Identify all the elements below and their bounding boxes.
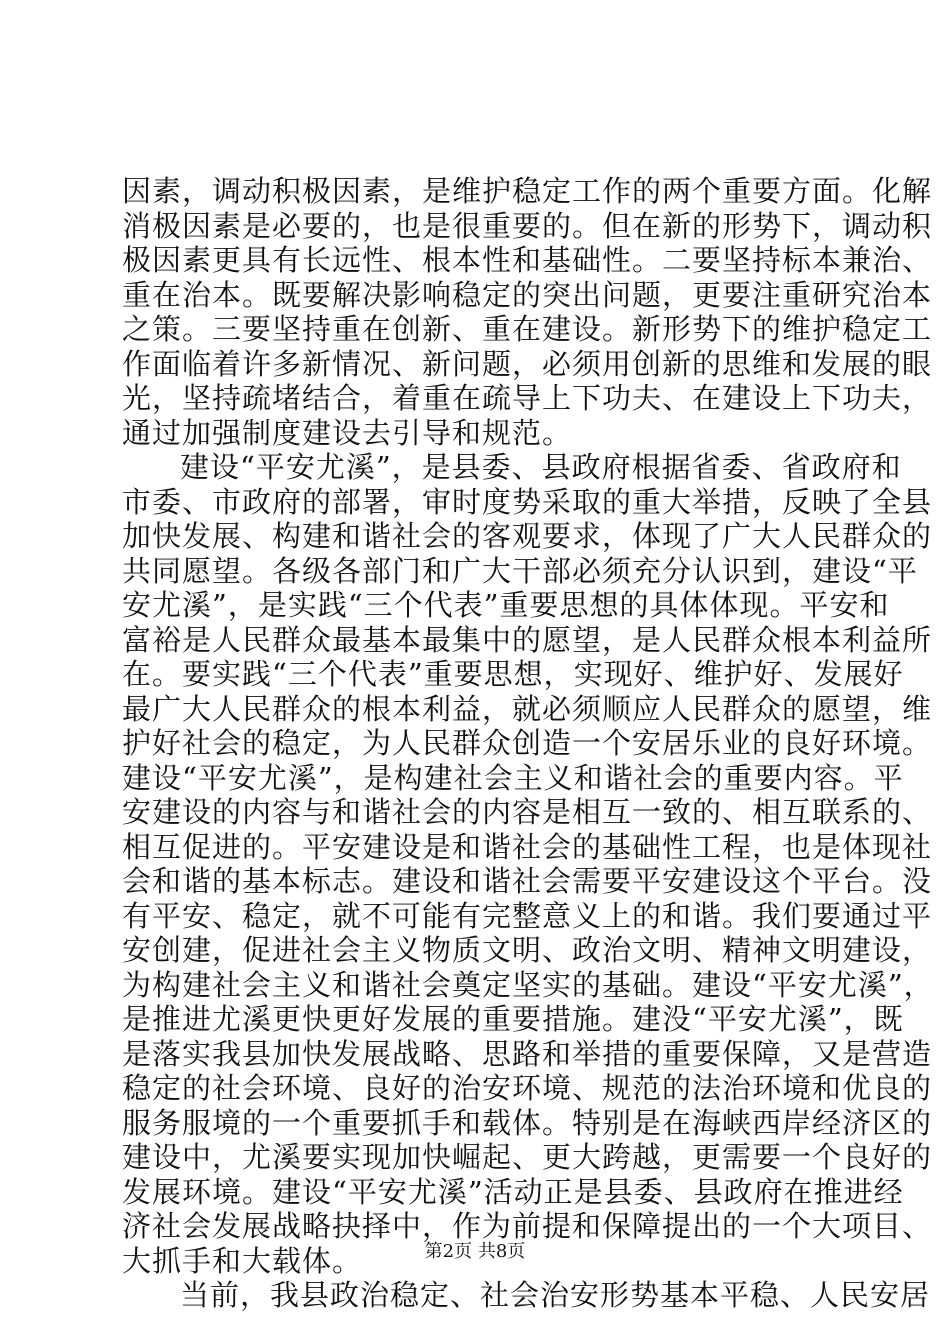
text-line: 最广大人民群众的根本利益，就必须顺应人民群众的愿望，维 xyxy=(122,691,933,726)
text-line: 建设“平安尤溪”，是构建社会主义和谐社会的重要内容。平 xyxy=(122,760,904,795)
text-line: 建设“平安尤溪”，是县委、县政府根据省委、省政府和 xyxy=(180,450,902,484)
text-line: 大抓手和大载体。 xyxy=(122,1243,363,1278)
text-line: 光，坚持疏堵结合，着重在疏导上下功夫、在建设上下功夫， xyxy=(122,381,933,415)
text-line: 济社会发展战略抉择中，作为前提和保障提出的一个大项目、 xyxy=(122,1209,933,1243)
text-line: 当前，我县政治稳定、社会治安形势基本平稳、人民安居 xyxy=(180,1278,931,1312)
page-number-footer: 第2页 共8页 xyxy=(424,1241,526,1262)
text-line: 重在治本。既要解决影响稳定的突出问题，更要注重研究治本 xyxy=(122,277,933,312)
text-line: 相互促进的。平安建设是和谐社会的基础性工程，也是体现社 xyxy=(122,829,933,864)
text-line: 护好社会的稳定，为人民群众创造一个安居乐业的良好环境。 xyxy=(122,726,933,760)
text-line: 市委、市政府的部署，审时度势采取的重大举措，反映了全县 xyxy=(122,484,933,519)
text-line: 通过加强制度建设去引导和规范。 xyxy=(122,415,573,450)
text-line: 稳定的社会环境、良好的治安环境、规范的法治环境和优良的 xyxy=(122,1071,933,1105)
text-line: 是推进尤溪更快更好发展的重要措施。建没“平安尤溪”，既 xyxy=(122,1002,904,1036)
text-line: 安建设的内容与和谐社会的内容是相互一致的、相互联系的、 xyxy=(122,795,933,829)
text-line: 作面临着许多新情况、新问题，必须用创新的思维和发展的眼 xyxy=(122,346,933,381)
text-line: 会和谐的基本标志。建设和谐社会需要平安建设这个平台。没 xyxy=(122,864,933,898)
text-line: 安创建，促进社会主义物质文明、政治文明、精神文明建设， xyxy=(122,933,933,967)
text-line: 为构建社会主义和谐社会奠定坚实的基础。建设“平安尤溪”， xyxy=(122,967,934,1002)
text-line: 安尤溪”，是实践“三个代表”重要思想的具体体现。平安和 xyxy=(122,588,890,622)
text-line: 在。要实践“三个代表”重要思想，实现好、维护好、发展好 xyxy=(122,657,904,691)
body-text xyxy=(122,174,934,1313)
text-line: 消极因素是必要的，也是很重要的。但在新的形势下，调动积 xyxy=(122,208,933,243)
text-line: 发展环境。建设“平安尤溪”活动正是县委、县政府在推进经 xyxy=(122,1174,904,1209)
text-line: 有平安、稳定，就不可能有完整意义上的和谐。我们要通过平 xyxy=(122,898,933,933)
text-line: 共同愿望。各级各部门和广大干部必须充分认识到，建设“平 xyxy=(122,553,918,588)
text-line: 因素，调动积极因素，是维护稳定工作的两个重要方面。化解 xyxy=(122,174,933,208)
text-line: 是落实我县加快发展战略、思路和举措的重要保障，又是营造 xyxy=(122,1036,933,1071)
text-line: 富裕是人民群众最基本最集中的愿望，是人民群众根本利益所 xyxy=(122,622,933,657)
text-line: 之策。三要坚持重在创新、重在建设。新形势下的维护稳定工 xyxy=(122,312,933,346)
text-line: 极因素更具有长远性、根本性和基础性。二要坚持标本兼治、 xyxy=(122,243,933,277)
text-line: 建设中，尤溪要实现加快崛起、更大跨越，更需要一个良好的 xyxy=(122,1140,933,1174)
text-line: 服务服境的一个重要抓手和载体。特别是在海峡西岸经济区的 xyxy=(122,1105,933,1140)
text-line: 加快发展、构建和谐社会的客观要求，体现了广大人民群众的 xyxy=(122,519,933,553)
